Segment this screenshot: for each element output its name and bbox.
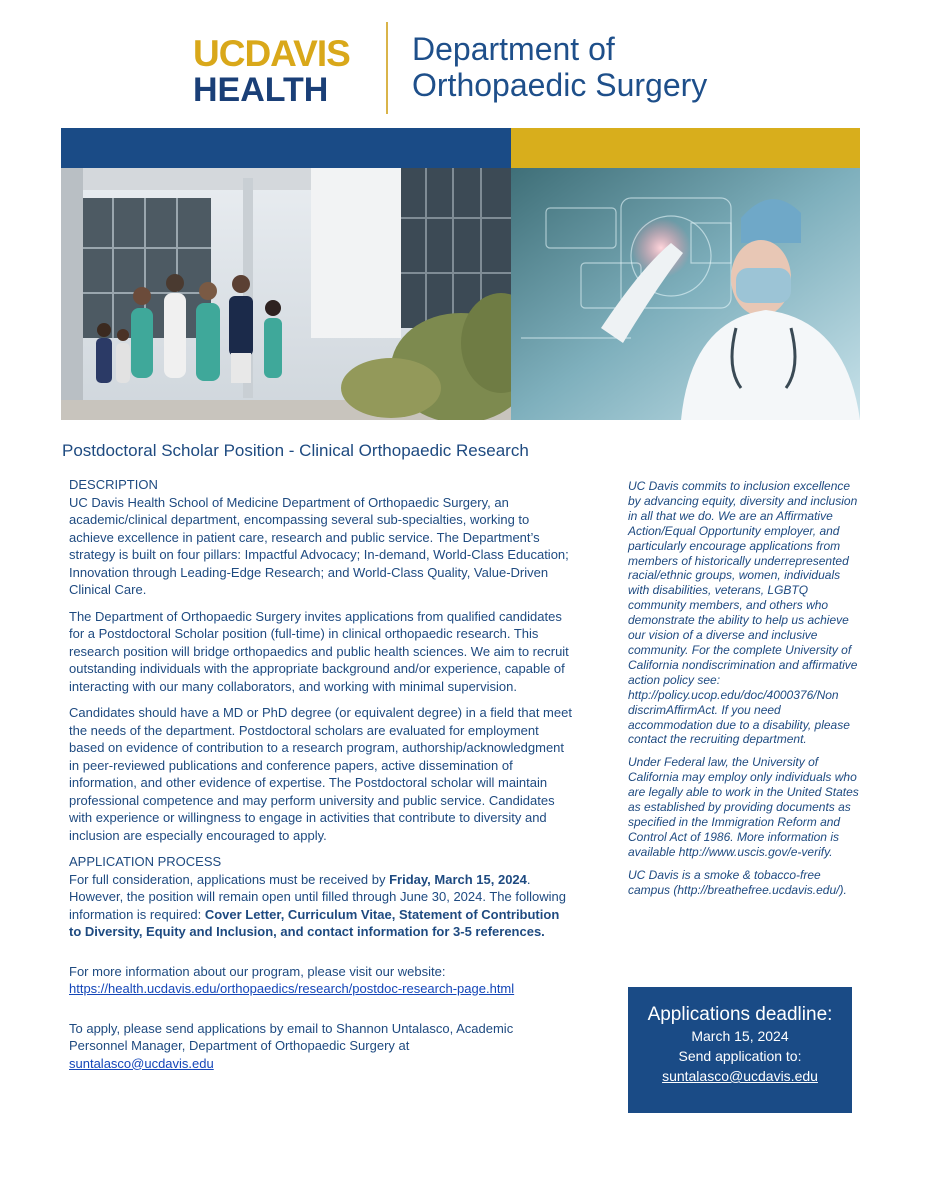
- deadline-send-label: Send application to:: [678, 1048, 802, 1064]
- application-section: [69, 853, 575, 941]
- banner-gold-band: [511, 128, 860, 168]
- campus-photo: [61, 168, 511, 420]
- description-paragraph-1: UC Davis Health School of Medicine Department of Orthopaedic Surgery, an academic/clinical department, encompassing several sub-specialties, working to achieve excellence in patient care, research and public service. The Department’s strategy is built on four pillars: Impactful Advocacy; In-demand, World-Class Education; Innovation through Leading-Edge Research; and World-Class Quality, Value-Driven Clinical Care.: [69, 494, 569, 597]
- federal-law-notice: Under Federal law, the University of California may employ only individuals who are legally able to work in the United States as established by providing documents as specified in the Immigration Reform and Control Act of 1986. More information is available http://www.uscis.gov/e-verify.: [628, 755, 859, 859]
- deadline-title: Applications deadline:: [647, 1004, 833, 1025]
- department-title-line2: Orthopaedic Surgery: [412, 67, 708, 103]
- logo-health: HEALTH: [193, 71, 329, 109]
- application-required-documents: Cover Letter, Curriculum Vitae, Statement of Contribution to Diversity, Equity and Inclusion, and contact information for 3-5 references.: [69, 906, 560, 939]
- header-divider: [386, 22, 388, 114]
- deadline-email-link[interactable]: suntalasco@ucdavis.edu: [662, 1068, 818, 1084]
- logo-uc: UC: [193, 33, 245, 74]
- deadline-date: March 15, 2024: [691, 1028, 789, 1044]
- doctor-hologram-photo: [511, 168, 860, 420]
- application-deadline-date: Friday, March 15, 2024: [389, 871, 527, 887]
- description-paragraph-3: Candidates should have a MD or PhD degree (or equivalent degree) in a field that meet the needs of the department. Postdoctoral scholars are evaluated for employment based on evidence of contribution to a research program, authorship/acknowledgment in peer-reviewed publications and conference papers, active dissemination of information, and other evidence of expertise. The Postdoctoral scholar will maintain professional competence and may perform university and public service. Candidates with experience or willingness to engage in activities that contribute to diversity and inclusion are especially encouraged to apply.: [69, 705, 572, 843]
- inclusion-notice: UC Davis commits to inclusion excellence by advancing equity, diversity and inclusion in all that we do. We are an Affirmative Action/Equal Opportunity employer, and particularly encourage applications from members of historically underrepresented racial/ethnic groups, women, individuals with disabilities, veterans, LGBTQ community members, and others who demonstrate the ability to help us achieve our vision of a diverse and inclusive community. For the complete University of California nondiscrimination and affirmative action policy see: http://policy.ucop.edu/doc/4000376/Non discrimAffirmAct. If you need accommodation due to a disability, please contact the recruiting department.: [628, 479, 858, 747]
- more-info-section: [69, 963, 575, 998]
- application-text-a: For full consideration, applications must be received by: [69, 871, 390, 887]
- program-website-link[interactable]: https://health.ucdavis.edu/orthopaedics/research/postdoc-research-page.html: [69, 981, 515, 996]
- banner-blue-band: [61, 128, 511, 168]
- description-section: [69, 476, 575, 599]
- sidebar-notices: [628, 479, 864, 905]
- description-paragraph-2: The Department of Orthopaedic Surgery invites applications from qualified candidates for a Postdoctoral Scholar position (full-time) in clinical orthopaedic research. This research position will bridge orthopaedics and public health sciences. We aim to recruit outstanding individuals with the appropriate background and/or experience, capable of interacting with our many collaborators, and working with minimal supervision.: [69, 608, 569, 694]
- department-title-line1: Department of: [412, 31, 615, 67]
- apply-section: [69, 1020, 575, 1073]
- ucdavis-health-logo: [193, 33, 350, 109]
- smoke-free-notice: UC Davis is a smoke & tobacco-free campus (http://breathefree.ucdavis.edu/).: [628, 867, 847, 897]
- logo-davis: DAVIS: [244, 33, 350, 74]
- apply-text: To apply, please send applications by email to Shannon Untalasco, Academic Personnel Manager, Department of Orthopaedic Surgery at: [69, 1020, 514, 1053]
- more-info-text: For more information about our program, please visit our website:: [69, 963, 446, 979]
- job-title: Postdoctoral Scholar Position - Clinical Orthopaedic Research: [62, 441, 529, 460]
- main-content: [69, 476, 575, 1081]
- deadline-box: [628, 987, 852, 1113]
- application-text-b: . However, the position will remain open until filled through June 30, 2024. The following information is required:: [69, 871, 566, 922]
- description-heading: DESCRIPTION: [69, 477, 158, 492]
- logo-line-ucdavis: [193, 33, 350, 74]
- apply-email-link[interactable]: suntalasco@ucdavis.edu: [69, 1055, 214, 1071]
- department-title: [412, 31, 707, 103]
- application-heading: APPLICATION PROCESS: [69, 854, 222, 869]
